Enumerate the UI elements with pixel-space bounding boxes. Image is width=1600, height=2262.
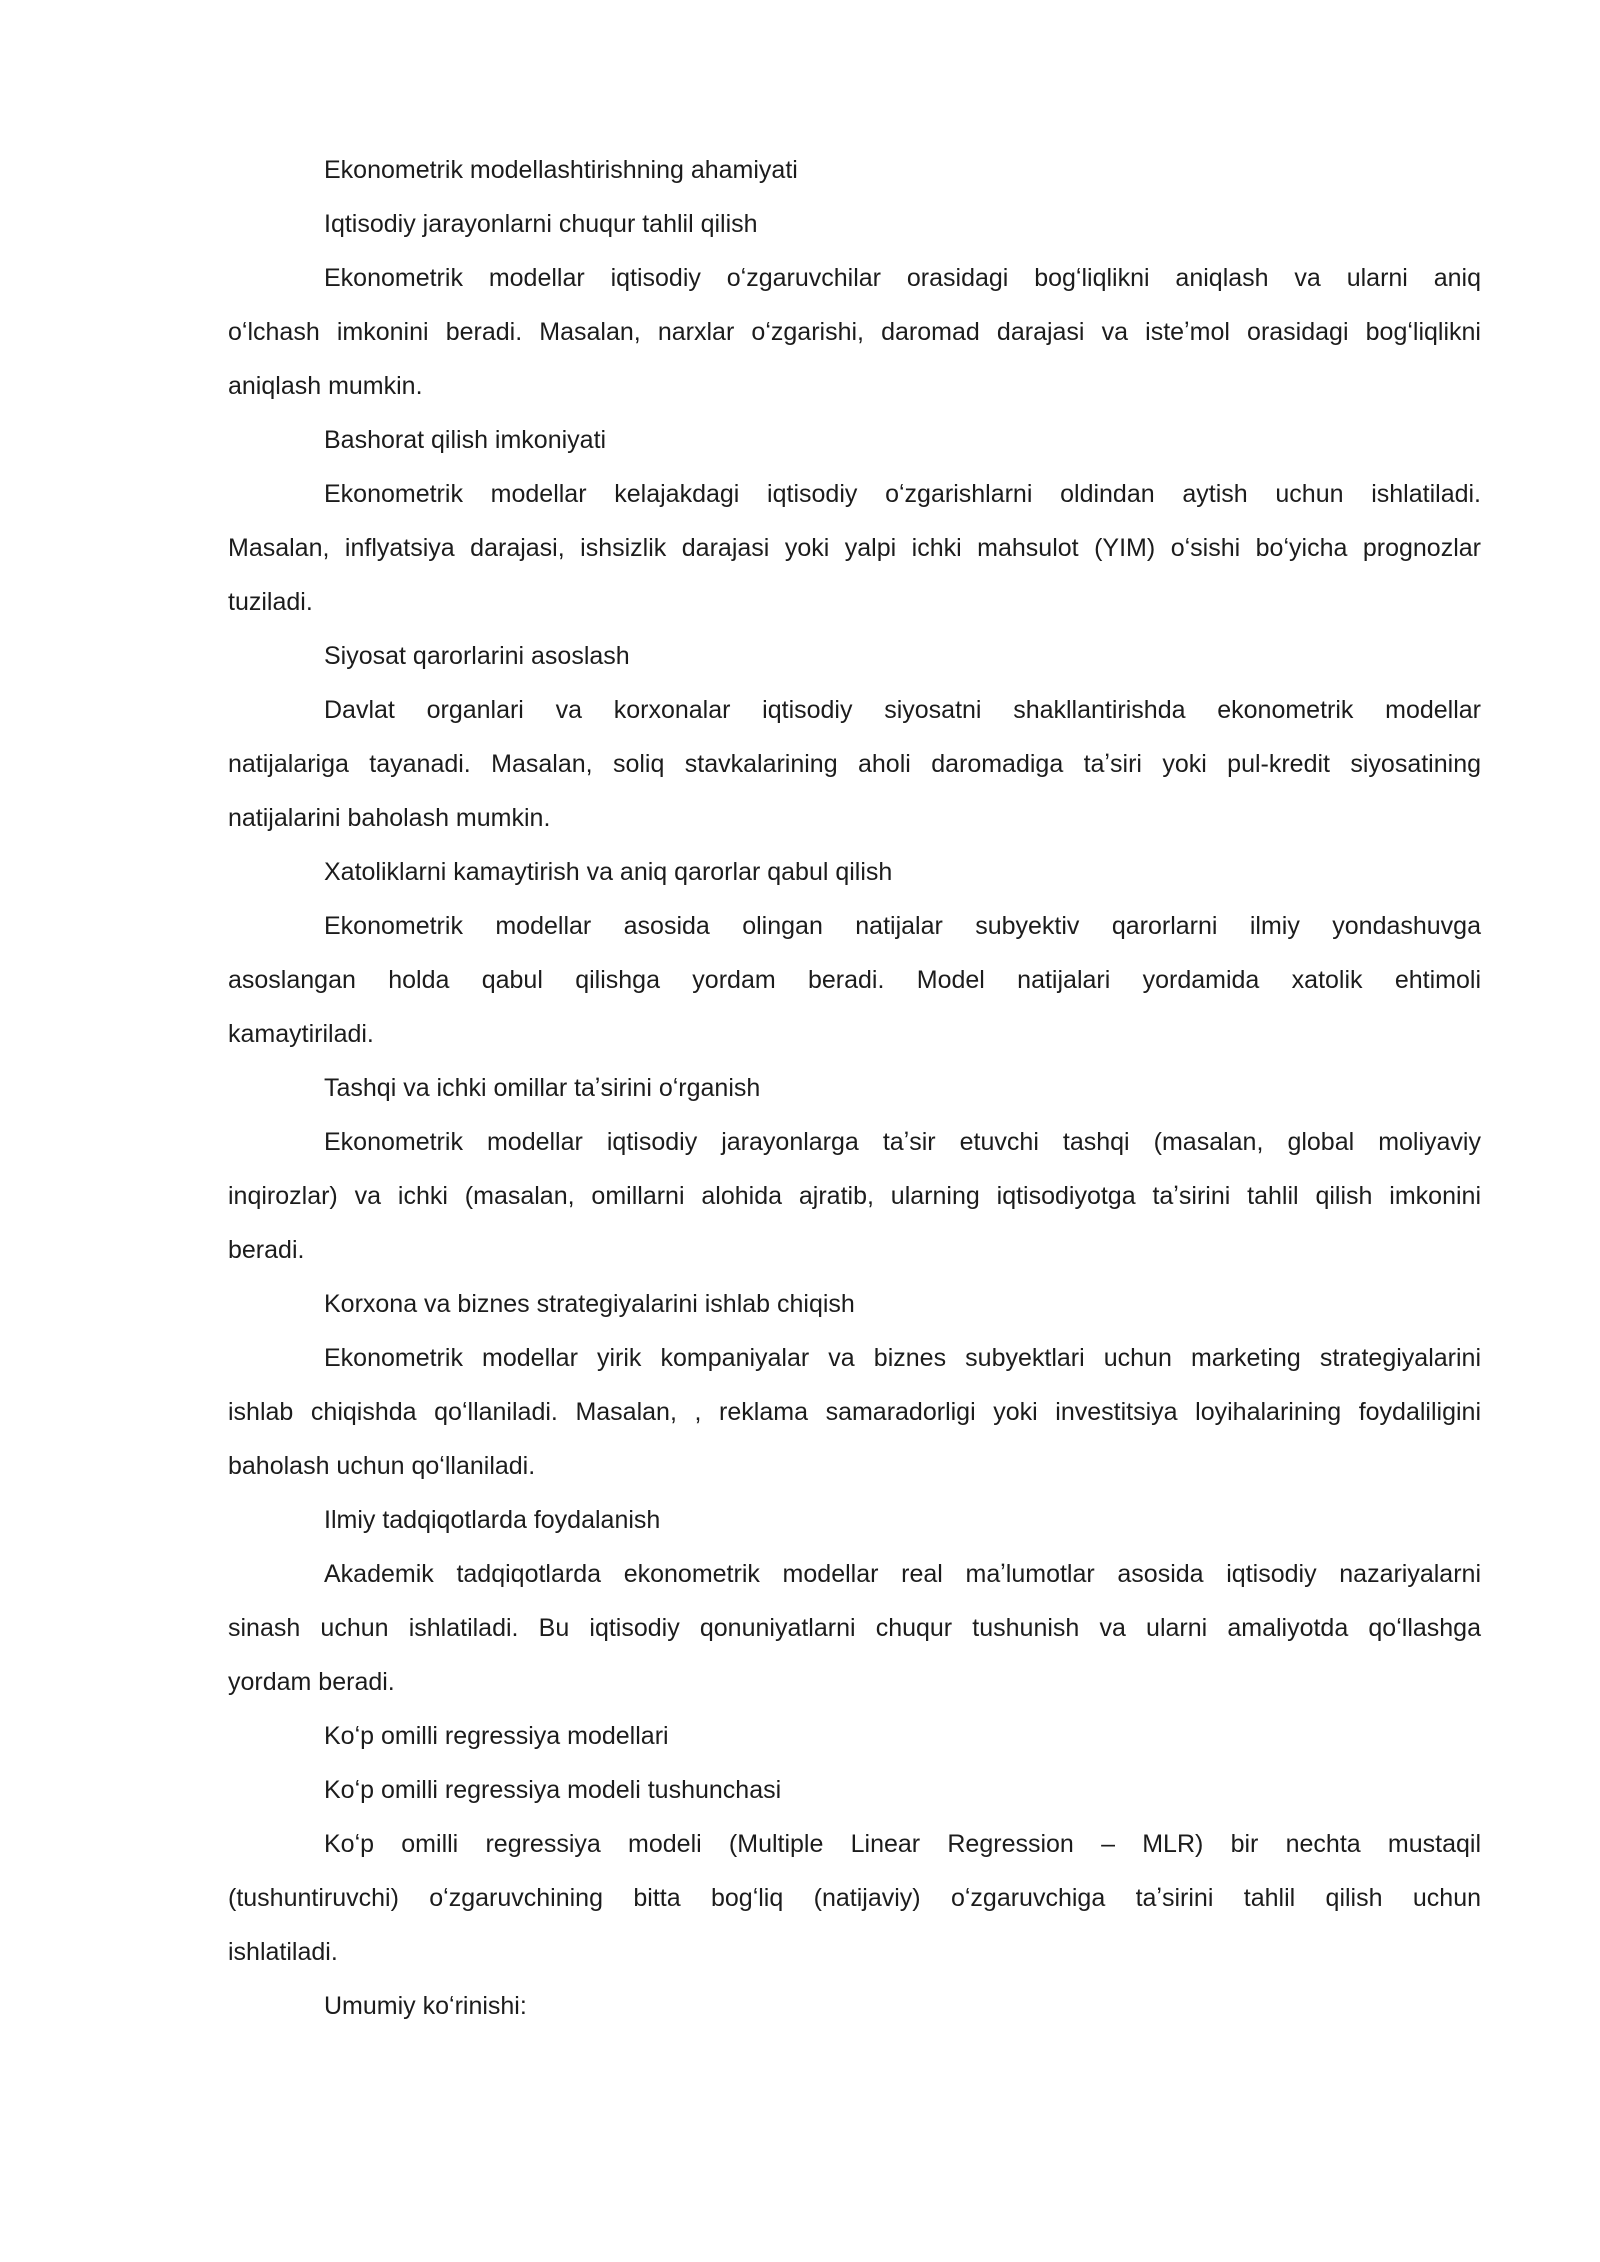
- paragraph-line: Ekonometrik modellar iqtisodiy oʻzgaruvchilar orasidagi bogʻliqlikni aniqlash va ularni aniq: [324, 264, 1481, 292]
- paragraph-line: aniqlash mumkin.: [228, 372, 423, 400]
- paragraph-line: natijalarini baholash mumkin.: [228, 804, 551, 832]
- document-page: [228, 143, 1481, 2033]
- paragraph-line: kamaytiriladi.: [228, 1020, 374, 1048]
- paragraph-line: Ekonometrik modellar asosida olingan natijalar subyektiv qarorlarni ilmiy yondashuvga: [324, 912, 1481, 940]
- chapter-title: Koʻp omilli regressiya modellari: [324, 1722, 669, 1750]
- paragraph-line: tuziladi.: [228, 588, 313, 616]
- section-heading: Siyosat qarorlarini asoslash: [324, 642, 630, 670]
- paragraph-line: oʻlchash imkonini beradi. Masalan, narxlar oʻzgarishi, daromad darajasi va isteʼmol orasidagi bogʻliqlikni: [228, 318, 1481, 346]
- closing-line: Umumiy koʻrinishi:: [324, 1992, 527, 2020]
- paragraph-line: sinash uchun ishlatiladi. Bu iqtisodiy qonuniyatlarni chuqur tushunish va ularni amaliyotda qoʻllashga: [228, 1614, 1481, 1642]
- paragraph-line: inqirozlar) va ichki (masalan, omillarni alohida ajratib, ularning iqtisodiyotga taʼsirini tahlil qilish imkonini: [228, 1182, 1481, 1210]
- section-heading: Tashqi va ichki omillar taʼsirini oʻrganish: [324, 1074, 761, 1102]
- section-heading: Iqtisodiy jarayonlarni chuqur tahlil qilish: [324, 210, 758, 238]
- section-heading: Xatoliklarni kamaytirish va aniq qarorlar qabul qilish: [324, 858, 893, 886]
- paragraph-line: (tushuntiruvchi) oʻzgaruvchining bitta bogʻliq (natijaviy) oʻzgaruvchiga taʼsirini tahlil qilish uchun: [228, 1884, 1481, 1912]
- paragraph-line: Ekonometrik modellar yirik kompaniyalar va biznes subyektlari uchun marketing strategiyalarini: [324, 1344, 1481, 1372]
- paragraph-line: Akademik tadqiqotlarda ekonometrik modellar real maʼlumotlar asosida iqtisodiy nazariyalarni: [324, 1560, 1481, 1588]
- section-heading: Bashorat qilish imkoniyati: [324, 426, 607, 454]
- paragraph-line: Ekonometrik modellar kelajakdagi iqtisodiy oʻzgarishlarni oldindan aytish uchun ishlatiladi.: [324, 480, 1481, 508]
- paragraph-line: Koʻp omilli regressiya modeli (Multiple Linear Regression – MLR) bir nechta mustaqil: [324, 1830, 1481, 1858]
- paragraph-line: yordam beradi.: [228, 1668, 395, 1696]
- document-title: Ekonometrik modellashtirishning ahamiyati: [324, 156, 798, 184]
- paragraph-line: Davlat organlari va korxonalar iqtisodiy siyosatni shakllantirishda ekonometrik modellar: [324, 696, 1481, 724]
- paragraph-line: Masalan, inflyatsiya darajasi, ishsizlik darajasi yoki yalpi ichki mahsulot (YIM) oʻsishi boʻyicha prognozlar: [228, 534, 1481, 562]
- paragraph-line: Ekonometrik modellar iqtisodiy jarayonlarga taʼsir etuvchi tashqi (masalan, global moliyaviy: [324, 1128, 1481, 1156]
- section-heading: Ilmiy tadqiqotlarda foydalanish: [324, 1506, 661, 1534]
- paragraph-line: ishlab chiqishda qoʻllaniladi. Masalan, , reklama samaradorligi yoki investitsiya loyihalarining foydaliligini: [228, 1398, 1481, 1426]
- paragraph-line: natijalariga tayanadi. Masalan, soliq stavkalarining aholi daromadiga taʼsiri yoki pul-kredit siyosatining: [228, 750, 1481, 778]
- paragraph-line: baholash uchun qoʻllaniladi.: [228, 1452, 536, 1480]
- paragraph-line: beradi.: [228, 1236, 305, 1264]
- paragraph-line: ishlatiladi.: [228, 1938, 338, 1966]
- paragraph-line: asoslangan holda qabul qilishga yordam beradi. Model natijalari yordamida xatolik ehtimoli: [228, 966, 1481, 994]
- section-heading: Korxona va biznes strategiyalarini ishlab chiqish: [324, 1290, 855, 1318]
- section-heading: Koʻp omilli regressiya modeli tushunchasi: [324, 1776, 782, 1804]
